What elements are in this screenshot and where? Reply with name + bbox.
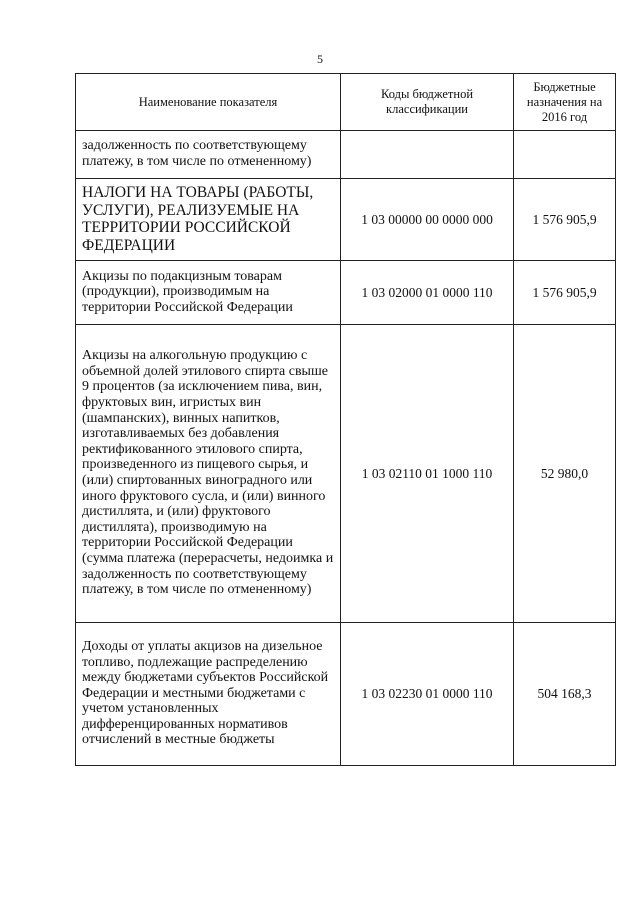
page-number: 5 xyxy=(317,52,323,66)
row-code: 1 03 02230 01 0000 110 xyxy=(341,623,514,766)
header-indicator-name: Наименование показателя xyxy=(76,74,341,131)
row-code xyxy=(341,131,514,179)
table-row xyxy=(76,261,616,325)
row-value: 1 576 905,9 xyxy=(514,261,616,325)
row-value: 504 168,3 xyxy=(514,623,616,766)
table-header-row xyxy=(76,74,616,131)
row-name: Акцизы по подакцизным товарам (продукции), производимым на территории Российской Федерации xyxy=(76,261,341,325)
table-row xyxy=(76,623,616,766)
row-code: 1 03 02110 01 1000 110 xyxy=(341,325,514,623)
header-budget-code: Коды бюджетной классификации xyxy=(341,74,514,131)
table-row xyxy=(76,131,616,179)
row-name: задолженность по соответствующему платежу, в том числе по отмененному) xyxy=(76,131,341,179)
row-value xyxy=(514,131,616,179)
row-name: Доходы от уплаты акцизов на дизельное топливо, подлежащие распределению между бюджетами субъектов Российской Федерации и местными бюджетами с учетом установленных дифференцированных нормативов отчислений в местные бюджеты xyxy=(76,623,341,766)
row-value: 1 576 905,9 xyxy=(514,179,616,261)
row-name: Акцизы на алкогольную продукцию с объемной долей этилового спирта свыше 9 процентов (за исключением пива, вин, фруктовых вин, игристых вин (шампанских), винных напитков, изготавливаемых без добавления ректификованного этилового спирта, произведенного из пищевого сырья, и (или) спиртованных виноградного или иного фруктового сусла, и (или) винного дистиллята, и (или) фруктового дистиллята), производимую на территории Российской Федерации (сумма платежа (перерасчеты, недоимка и задолженность по соответствующему платежу, в том числе по отмененному) xyxy=(76,325,341,623)
table-row xyxy=(76,179,616,261)
budget-table xyxy=(75,73,616,766)
table-row xyxy=(76,325,616,623)
row-value: 52 980,0 xyxy=(514,325,616,623)
header-budget-value: Бюджетные назначения на 2016 год xyxy=(514,74,616,131)
row-code: 1 03 02000 01 0000 110 xyxy=(341,261,514,325)
row-code: 1 03 00000 00 0000 000 xyxy=(341,179,514,261)
row-name: НАЛОГИ НА ТОВАРЫ (РАБОТЫ, УСЛУГИ), РЕАЛИЗУЕМЫЕ НА ТЕРРИТОРИИ РОССИЙСКОЙ ФЕДЕРАЦИИ xyxy=(76,179,341,261)
